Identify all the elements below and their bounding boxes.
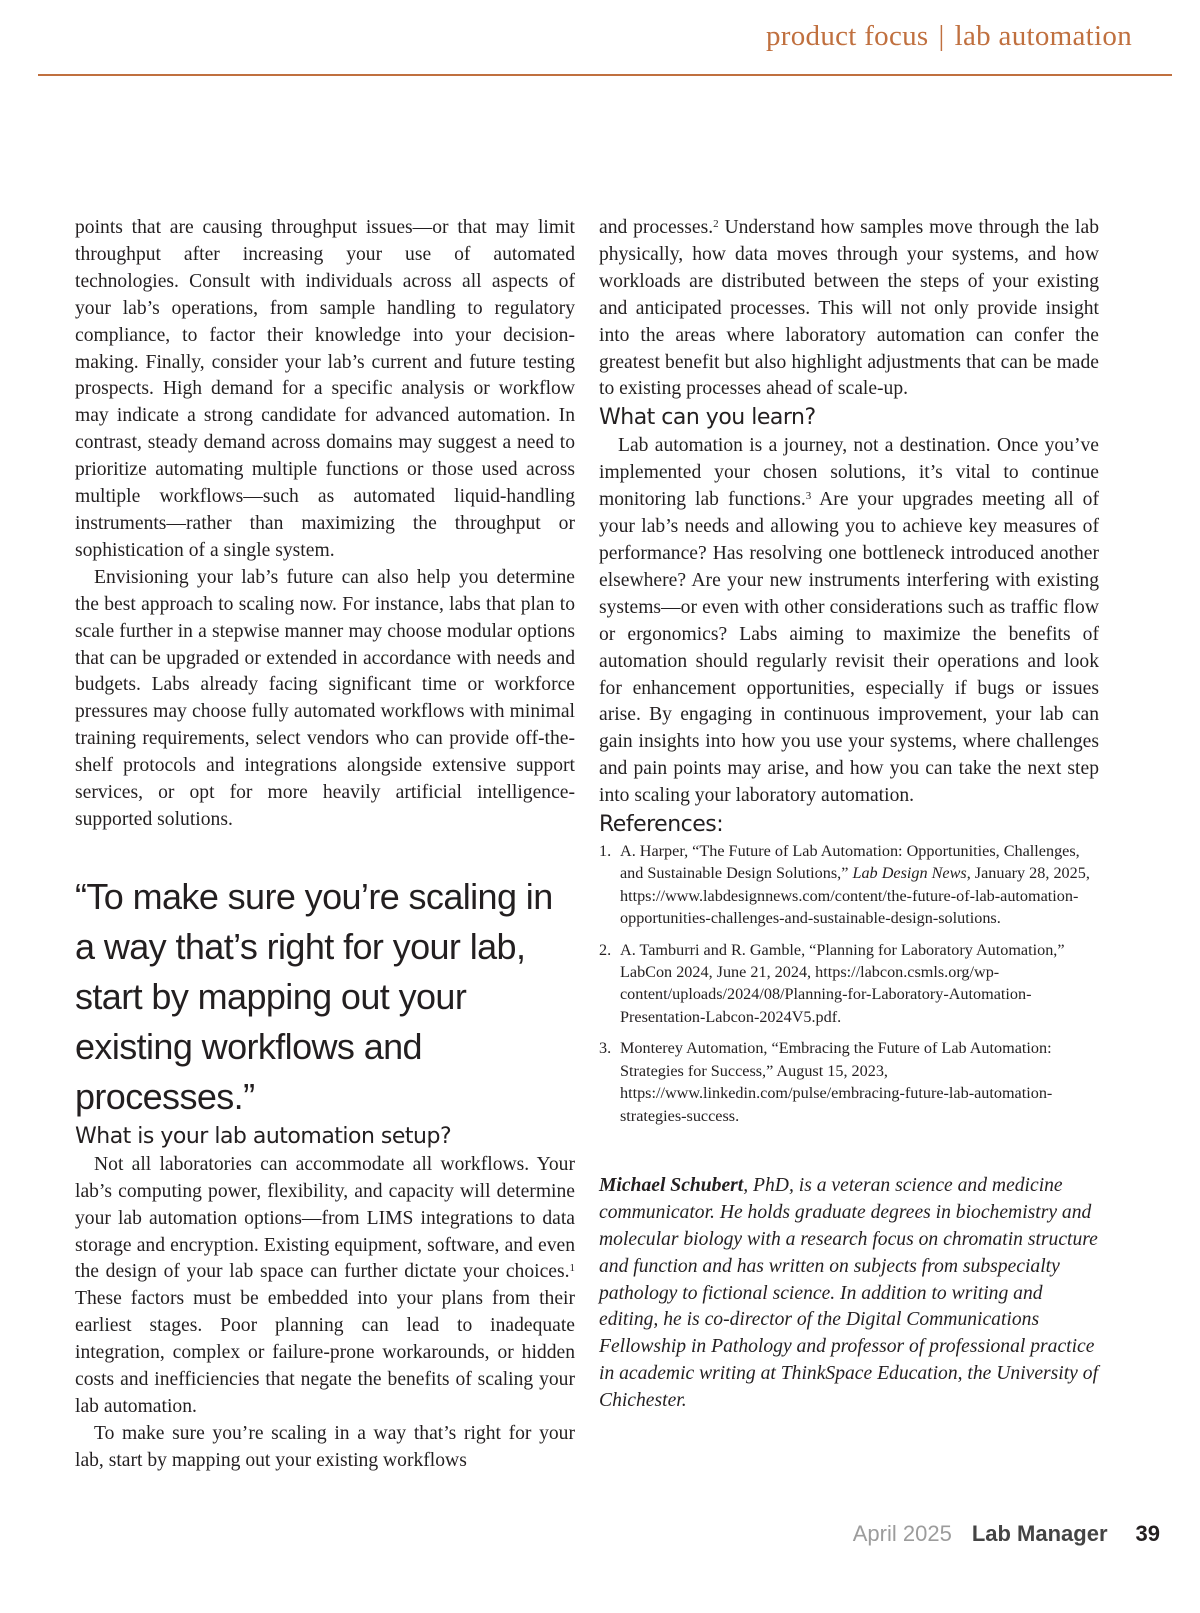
left-column	[75, 215, 575, 1475]
header-section: product focus	[765, 20, 929, 52]
body-paragraph	[599, 215, 1099, 403]
reference-item	[599, 1037, 1099, 1127]
author-name: Michael Schubert	[599, 1174, 744, 1196]
reference-text: , January 28, 2025, https://www.labdesignnews.com/content/the-future-of-lab-automation-opportunities-challenges-and-sustainable-design-solutions.	[620, 864, 1090, 928]
author-bio-text: , PhD, is a veteran science and medicine communicator. He holds graduate degrees in biochemistry and molecular biology with a research focus on chromatin structure and function and has written on subjects from subspecialty pathology to fictional science. In addition to writing and editing, he is co-director of the Digital Communications Fellowship in Pathology and professor of professional practice in academic writing at ThinkSpace Education, the University of Chichester.	[599, 1174, 1099, 1412]
section-heading-setup: What is your lab automation setup?	[75, 1123, 452, 1149]
paragraph-text: These factors must be embedded into your plans from their earliest stages. Poor planning can lead to inadequate integration, complex or failure-prone workarounds, or hidden costs and inefficiencies that negate the benefits of scaling your lab automation.	[75, 1288, 575, 1417]
paragraph-text: Understand how samples move through the lab physically, how data moves through your systems, and how workloads are distributed between the steps of your existing and anticipated processes. This will not only provide insight into the areas where laboratory automation can confer the greatest benefit but also highlight adjustments that can be made to existing processes ahead of scale-up.	[599, 217, 1099, 400]
reference-text: A. Tamburri and R. Gamble, “Planning for Laboratory Automation,” LabCon 2024, June 21, 2024, https://labcon.csmls.org/wp-content/uploads/2024/08/Planning-for-Laboratory-Automation-Presentation-Labcon-2024V5.pdf.	[620, 940, 1065, 1026]
paragraph-text: and processes.	[599, 217, 714, 238]
reference-marker: 3	[805, 490, 812, 503]
reference-text: A. Harper, “The Future of Lab Automation: Opportunities, Challenges, and Sustainable Design Solutions,”	[620, 842, 1080, 883]
header-topic: lab automation	[954, 20, 1132, 52]
paragraph-text: Not all laboratories can accommodate all workflows. Your lab’s computing power, flexibility, and capacity will determine your lab automation options—from LIMS integrations to data storage and encryption. Existing equipment, software, and even the design of your lab space can further dictate your choices.	[75, 1153, 575, 1283]
references-list	[599, 840, 1099, 1127]
reference-item	[599, 840, 1099, 930]
header-rule	[38, 74, 1172, 76]
references-heading: References:	[599, 812, 724, 838]
reference-marker: 2	[713, 218, 719, 230]
author-bio	[599, 1173, 1099, 1415]
pull-quote: “To make sure you’re scaling in a way that’s right for your lab, start by mapping out your existing workflows and processes.”	[75, 875, 553, 1117]
page-footer	[853, 1521, 1160, 1547]
page-number: 39	[1135, 1521, 1160, 1546]
body-paragraph	[75, 1152, 575, 1421]
reference-source: Lab Design News	[852, 864, 967, 883]
issue-date: April 2025	[852, 1521, 952, 1546]
section-heading-learn: What can you learn?	[599, 405, 816, 431]
magazine-name: Lab Manager	[971, 1521, 1108, 1546]
body-paragraph: To make sure you’re scaling in a way that’s right for your lab, start by mapping out your existing workflows	[75, 1422, 575, 1471]
paragraph-text: Lab automation is a journey, not a destination. Once you’ve implemented your chosen solutions, it’s vital to continue monitoring lab functions.	[599, 435, 1099, 511]
paragraph-text: Are your upgrades meeting all of your lab’s needs and allowing you to achieve key measures of performance? Has resolving one bottleneck introduced another elsewhere? Are your new instruments interfering with existing systems—or even with other considerations such as traffic flow or ergonomics? Labs aiming to maximize the benefits of automation should regularly revisit their operations and look for enhancement opportunities, especially if bugs or issues arise. By engaging in continuous improvement, your lab can gain insights into how you use your systems, where challenges and pain points may arise, and how you can take the next step into scaling your laboratory automation.	[599, 489, 1099, 807]
reference-number: 1.	[599, 842, 612, 861]
reference-marker: 1	[569, 1262, 575, 1275]
right-column	[599, 215, 1099, 1435]
reference-item	[599, 939, 1099, 1029]
reference-number: 2.	[599, 940, 612, 959]
reference-text: Monterey Automation, “Embracing the Future of Lab Automation: Strategies for Success,” August 15, 2023, https://www.linkedin.com/pulse/embracing-future-lab-automation-strategies-success.	[620, 1039, 1053, 1125]
body-paragraph: Envisioning your lab’s future can also help you determine the best approach to scaling now. For instance, labs that plan to scale further in a stepwise manner may choose modular options that can be upgraded or extended in accordance with needs and budgets. Labs already facing significant time or workforce pressures may choose fully automated workflows with minimal training requirements, select vendors who can provide off-the-shelf protocols and integrations alongside extensive support services, or opt for more heavily artificial intelligence-supported solutions.	[75, 566, 575, 830]
body-paragraph: points that are causing throughput issues—or that may limit throughput after increasing your use of automated technologies. Consult with individuals across all aspects of your lab’s operations, from sample handling to regulatory compliance, to factor their knowledge into your decision-making. Finally, consider your lab’s current and future testing prospects. High demand for a specific analysis or workflow may indicate a strong candidate for advanced automation. In contrast, steady demand across domains may suggest a need to prioritize automating multiple functions or those used across multiple workflows—such as automated liquid-handling instruments—rather than maximizing the throughput or sophistication of a single system.	[75, 217, 575, 561]
reference-number: 3.	[599, 1039, 612, 1058]
body-paragraph	[599, 433, 1099, 810]
running-header	[766, 20, 1132, 53]
header-separator: |	[938, 20, 945, 52]
